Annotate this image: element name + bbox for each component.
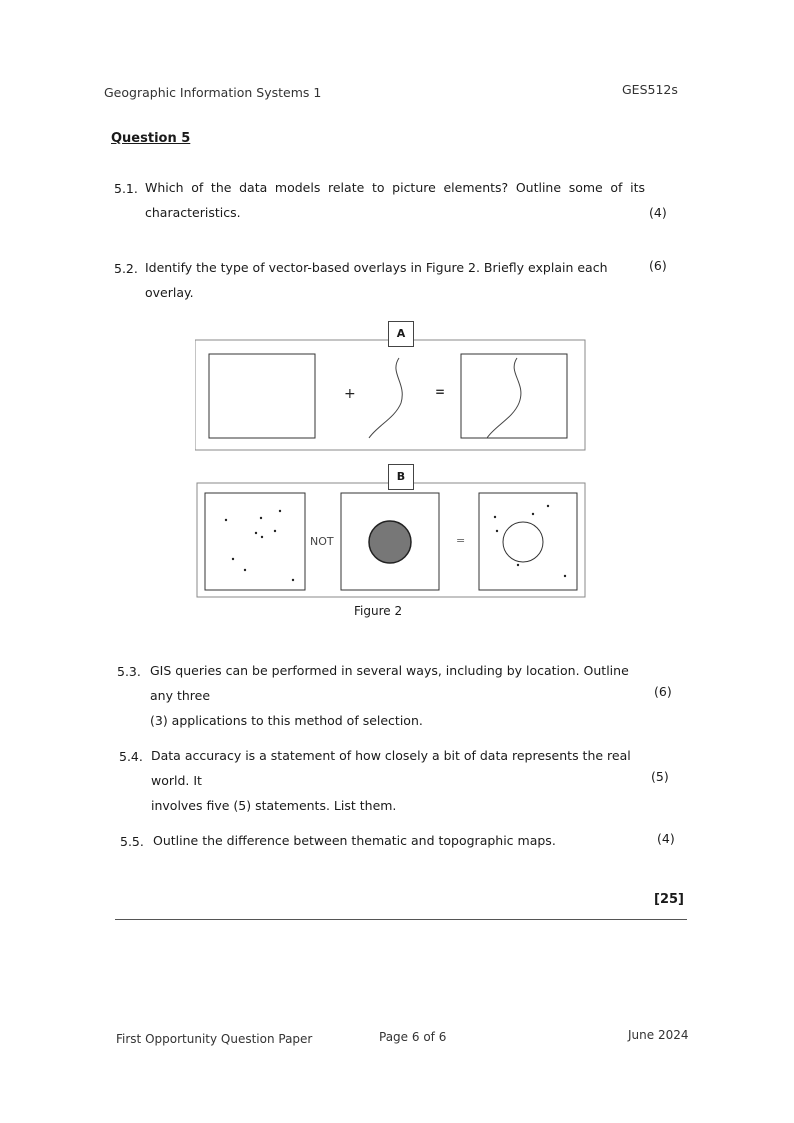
figure-2 bbox=[195, 318, 587, 608]
equals-sign-b: = bbox=[456, 534, 466, 547]
overlay-diagram bbox=[195, 318, 587, 608]
question-line: Which of the data models relate to picture elements? Outline some of its bbox=[145, 180, 645, 195]
question-number: 5.5. bbox=[120, 834, 144, 849]
panel-a-frame bbox=[195, 340, 585, 450]
footer-date: June 2024 bbox=[628, 1028, 689, 1042]
question-line: Identify the type of vector-based overlays in Figure 2. Briefly explain each overlay. bbox=[145, 260, 608, 300]
footer-left: First Opportunity Question Paper bbox=[116, 1032, 313, 1046]
question-text bbox=[153, 828, 633, 853]
question-text bbox=[151, 743, 651, 818]
question-marks: (6) bbox=[654, 684, 672, 699]
question-text bbox=[145, 255, 645, 305]
question-marks: (4) bbox=[657, 831, 675, 846]
question-line: characteristics. bbox=[145, 205, 241, 220]
question-text bbox=[150, 658, 650, 733]
question-line: involves five (5) statements. List them. bbox=[151, 798, 397, 813]
question-line: (3) applications to this method of selection. bbox=[150, 713, 423, 728]
plus-sign: + bbox=[344, 386, 356, 402]
panel-b-filled-circle bbox=[369, 521, 411, 563]
panel-b-result-points bbox=[494, 505, 566, 577]
panel-b-points-box bbox=[205, 493, 305, 590]
equals-sign: = bbox=[435, 385, 446, 399]
panel-b-result-box bbox=[479, 493, 577, 590]
question-number: 5.3. bbox=[117, 664, 141, 679]
panel-a-polygon bbox=[209, 354, 315, 438]
course-title: Geographic Information Systems 1 bbox=[104, 85, 322, 100]
panel-a-line bbox=[369, 358, 402, 438]
question-number: 5.1. bbox=[114, 181, 138, 196]
question-line: Data accuracy is a statement of how closely a bit of data represents the real world. It bbox=[151, 748, 631, 788]
divider bbox=[115, 919, 687, 920]
course-code: GES512s bbox=[622, 82, 678, 97]
label-a: A bbox=[388, 321, 414, 347]
question-line: Outline the difference between thematic and topographic maps. bbox=[153, 833, 556, 848]
question-marks: (6) bbox=[649, 258, 667, 273]
question-title: Question 5 bbox=[111, 131, 191, 146]
panel-a-result-line bbox=[487, 358, 521, 438]
question-marks: (4) bbox=[649, 205, 667, 220]
question-text bbox=[145, 175, 645, 225]
panel-b-hollow-circle bbox=[503, 522, 543, 562]
question-marks: (5) bbox=[651, 769, 669, 784]
total-marks: [25] bbox=[654, 892, 684, 907]
question-number: 5.4. bbox=[119, 749, 143, 764]
not-operator: NOT bbox=[310, 535, 334, 548]
label-b: B bbox=[388, 464, 414, 490]
question-line: GIS queries can be performed in several ways, including by location. Outline any three bbox=[150, 663, 629, 703]
page-number: Page 6 of 6 bbox=[379, 1030, 447, 1044]
question-number: 5.2. bbox=[114, 261, 138, 276]
figure-caption: Figure 2 bbox=[354, 604, 403, 618]
panel-b-points bbox=[225, 510, 294, 581]
